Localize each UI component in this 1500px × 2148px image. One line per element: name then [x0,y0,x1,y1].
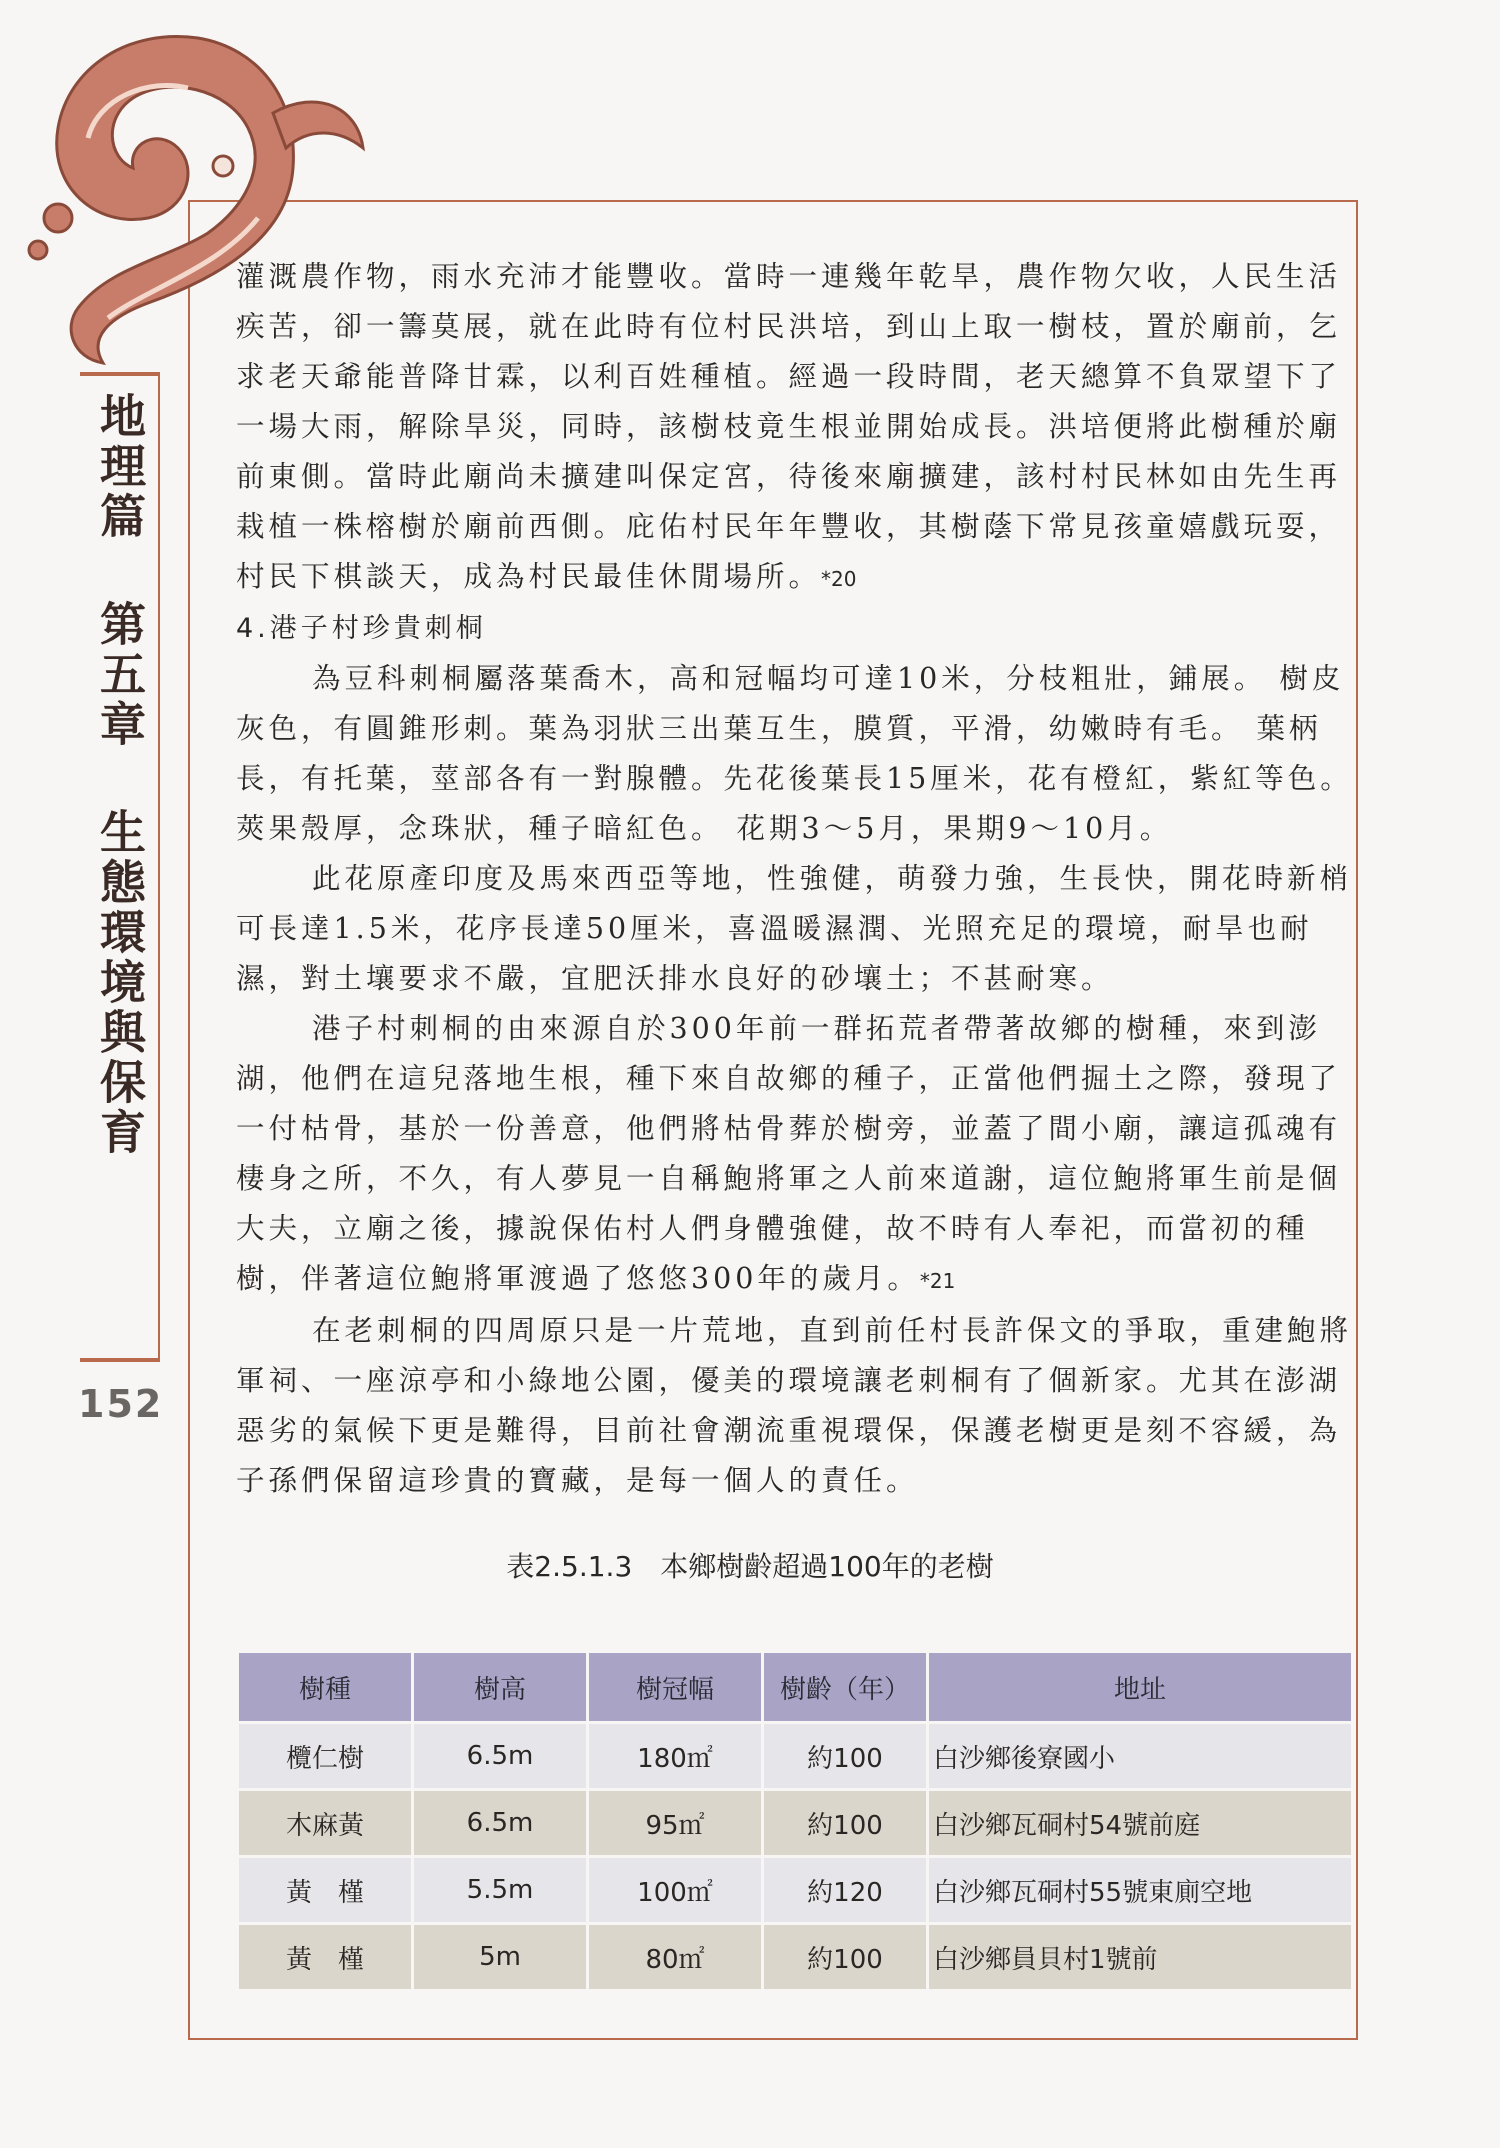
paragraph-3: 此花原產印度及馬來西亞等地，性強健，萌發力強，生長快，開花時新梢可長達1.5米，花序長達50厘米，喜溫暖濕潤、光照充足的環境，耐旱也耐濕，對土壤要求不嚴，宜肥沃排水良好的砂壤土；不甚耐寒。 [236,862,1353,995]
cell-crown: 95㎡ [589,1791,761,1855]
table-row [239,1724,1351,1788]
cell-species: 黃 槿 [239,1858,411,1922]
cell-height: 5m [414,1925,586,1989]
cell-height: 6.5m [414,1791,586,1855]
cell-height: 5.5m [414,1858,586,1922]
chapter-title: 地理篇 第五章 生態環境與保育 [93,392,147,1158]
cell-age: 約100 [764,1925,926,1989]
paragraph-5: 在老刺桐的四周原只是一片荒地，直到前任村長許保文的爭取，重建鮑將軍祠、一座涼亭和小綠地公園，優美的環境讓老刺桐有了個新家。尤其在澎湖惡劣的氣候下更是難得，目前社會潮流重視環保，保護老樹更是刻不容緩，為子孫們保留這珍貴的寶藏，是每一個人的責任。 [236,1314,1353,1497]
cell-height: 6.5m [414,1724,586,1788]
body-text [236,252,1364,1506]
cell-age: 約100 [764,1724,926,1788]
paragraph-1: 灌溉農作物，雨水充沛才能豐收。當時一連幾年乾旱，農作物欠收，人民生活疾苦，卻一籌莫展，就在此時有位村民洪培，到山上取一樹枝，置於廟前，乞求老天爺能普降甘霖，以利百姓種植。經過一段時間，老天總算不負眾望下了一場大雨，解除旱災，同時，該樹枝竟生根並開始成長。洪培便將此樹種於廟前東側。當時此廟尚未擴建叫保定宮，待後來廟擴建，該村村民林如由先生再栽植一株榕樹於廟前西側。庇佑村民年年豐收，其樹蔭下常見孩童嬉戲玩耍，村民下棋談天，成為村民最佳休閒場所。*20 [236,260,1342,593]
cell-address: 白沙鄉後寮國小 [929,1724,1351,1788]
header-crown: 樹冠幅 [589,1653,761,1721]
footnote-ref-20: *20 [821,567,857,591]
cell-address: 白沙鄉瓦硐村55號東廁空地 [929,1858,1351,1922]
cell-species: 木麻黃 [239,1791,411,1855]
cell-address: 白沙鄉瓦硐村54號前庭 [929,1791,1351,1855]
cell-crown: 100㎡ [589,1858,761,1922]
section-heading: 4.港子村珍貴刺桐 [236,613,487,644]
table-row [239,1791,1351,1855]
cell-species: 欖仁樹 [239,1724,411,1788]
cell-crown: 180㎡ [589,1724,761,1788]
paragraph-2: 為豆科刺桐屬落葉喬木，高和冠幅均可達10米，分枝粗壯，鋪展。 樹皮灰色，有圓錐形刺。葉為羽狀三出葉互生，膜質，平滑，幼嫩時有毛。 葉柄長，有托葉，莖部各有一對腺體。先花後葉長15厘米，花有橙紅，紫紅等色。莢果殼厚，念珠狀，種子暗紅色。 花期3～5月，果期9～10月。 [236,662,1353,845]
cell-crown: 80㎡ [589,1925,761,1989]
header-age: 樹齡（年） [764,1653,926,1721]
page-number: 152 [78,1382,164,1426]
header-height: 樹高 [414,1653,586,1721]
old-trees-table [236,1650,1354,1992]
header-address: 地址 [929,1653,1351,1721]
footnote-ref-21: *21 [919,1269,956,1293]
table-row [239,1858,1351,1922]
cell-age: 約120 [764,1858,926,1922]
table-row [239,1925,1351,1989]
table-caption: 表2.5.1.3 本鄉樹齡超過100年的老樹 [506,1550,994,1583]
cell-age: 約100 [764,1791,926,1855]
cell-address: 白沙鄉員貝村1號前 [929,1925,1351,1989]
paragraph-4: 港子村刺桐的由來源自於300年前一群拓荒者帶著故鄉的樹種，來到澎湖，他們在這兒落地生根，種下來自故鄉的種子，正當他們掘土之際，發現了一付枯骨，基於一份善意，他們將枯骨葬於樹旁，並蓋了間小廟，讓這孤魂有棲身之所，不久，有人夢見一自稱鮑將軍之人前來道謝，這位鮑將軍生前是個大夫，立廟之後，據說保佑村人們身體強健，故不時有人奉祀，而當初的種樹，伴著這位鮑將軍渡過了悠悠300年的歲月。*21 [236,1012,1342,1295]
table-header-row [239,1653,1351,1721]
cell-species: 黃 槿 [239,1925,411,1989]
header-species: 樹種 [239,1653,411,1721]
